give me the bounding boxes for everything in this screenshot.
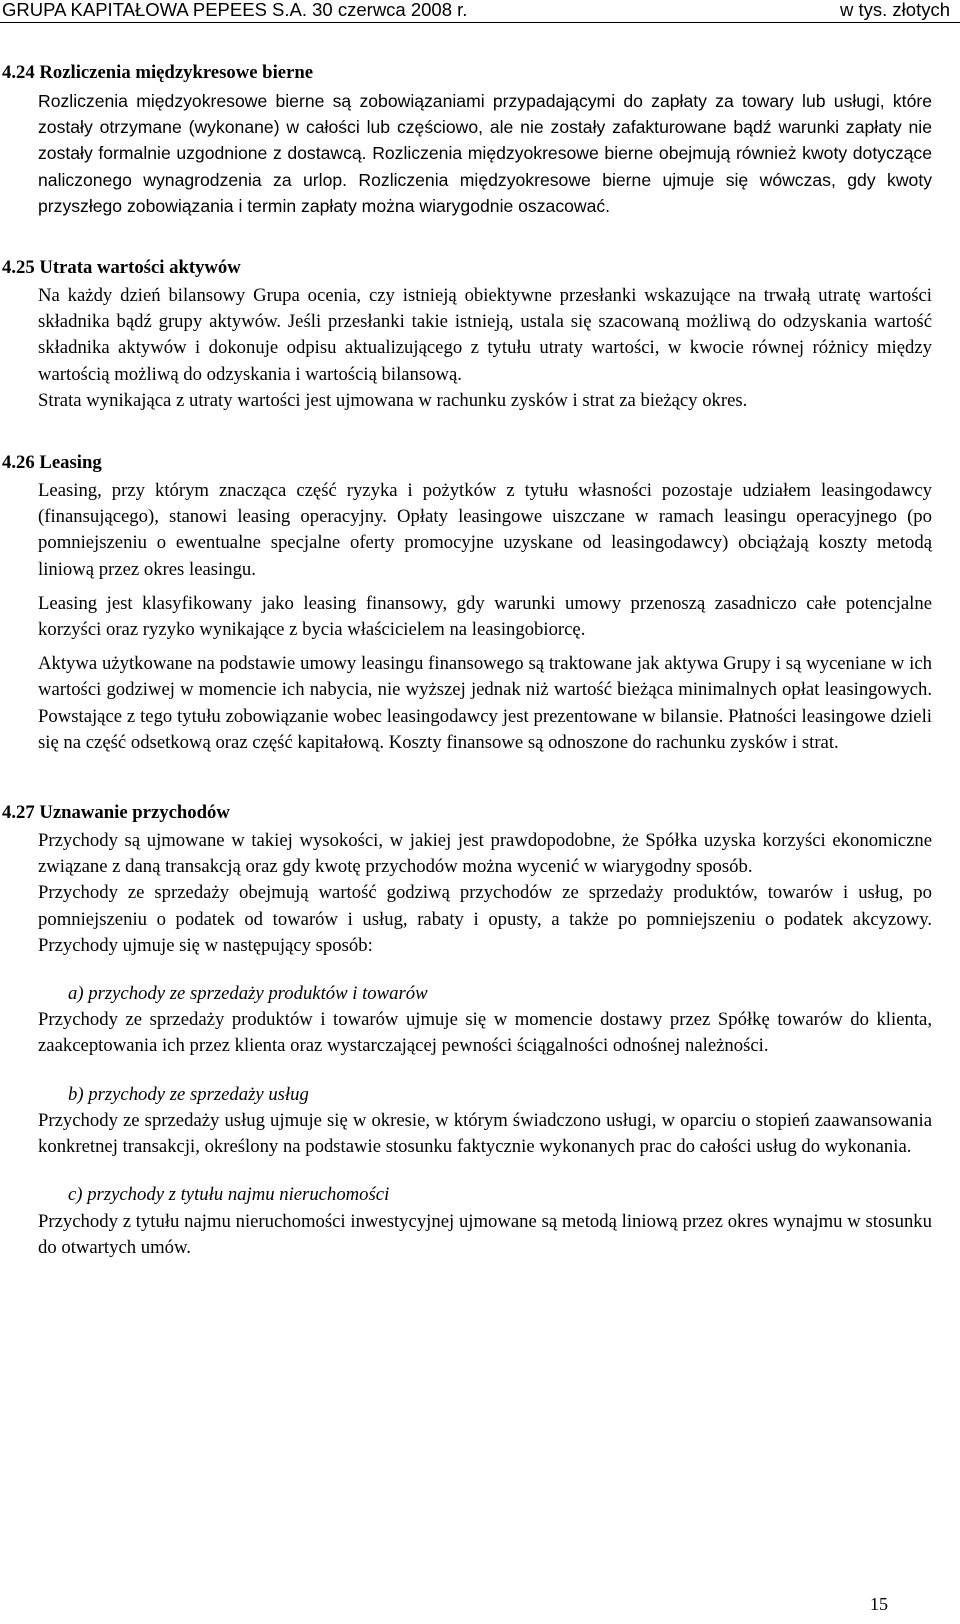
subsection-a-title: a) przychody ze sprzedaży produktów i towarów	[68, 983, 428, 1005]
header-company-date: GRUPA KAPITAŁOWA PEPEES S.A. 30 czerwca 2008 r.	[2, 0, 468, 20]
subsection-b-text: Przychody ze sprzedaży usług ujmuje się w okresie, w którym świadczono usługi, w oparciu o stopień zaawansowania konkretnej transakcji, określony na podstawie stosunku faktycznie wykonanych prac do całości usług do wykonania.	[38, 1109, 932, 1158]
section-4-26-paragraph-3: Aktywa użytkowane na podstawie umowy leasingu finansowego są traktowane jak aktywa Grupy i są wyceniane w ich wartości godziwej w momencie ich nabycia, nie wyższej jednak niż wartość bieżąca minimalnych opłat leasingowych. Powstające z tego tytułu zobowiązanie wobec leasingodawcy jest prezentowane w bilansie. Płatności leasingowe dzieli się na część odsetkową oraz część kapitałową. Koszty finansowe są odnoszone do rachunku zysków i strat.	[38, 653, 932, 753]
page-number: 15	[870, 1594, 888, 1614]
section-4-26-paragraph-2: Leasing jest klasyfikowany jako leasing finansowy, gdy warunki umowy przenoszą zasadniczo całe potencjalne korzyści oraz ryzyko wynikające z bycia właścicielem na leasingobiorcę.	[38, 592, 932, 641]
section-4-25-title: 4.25 Utrata wartości aktywów	[2, 257, 241, 279]
section-4-25-paragraph-1: Na każdy dzień bilansowy Grupa ocenia, czy istnieją obiektywne przesłanki wskazujące na trwałą utratę wartości składnika bądź grupy aktywów. Jeśli przesłanki takie istnieją, ustala się szacowaną możliwą do odzyskania wartość składnika aktywów i dokonuje odpisu aktualizującego z tytułu utraty wartości, w kwocie równej różnicy między wartością możliwą do odzyskania i wartością bilansową.	[38, 285, 932, 385]
section-4-24-title: 4.24 Rozliczenia międzykresowe bierne	[2, 62, 314, 83]
document-body	[2, 58, 932, 1261]
section-4-25-paragraph-2: Strata wynikająca z utraty wartości jest ujmowana w rachunku zysków i strat za bieżący okres.	[38, 389, 748, 411]
section-4-26-paragraph-1: Leasing, przy którym znacząca część ryzyka i pożytków z tytułu własności pozostaje udziałem leasingodawcy (finansującego), stanowi leasing operacyjny. Opłaty leasingowe uiszczane w ramach leasingu operacyjnego (po pomniejszeniu o ewentualne specjalne oferty promocyjne uzyskane od leasingodawcy) obciążają koszty metodą liniową przez okres leasingu.	[38, 480, 932, 580]
subsection-c-title: c) przychody z tytułu najmu nieruchomości	[68, 1184, 390, 1206]
section-4-27-paragraph-1: Przychody są ujmowane w takiej wysokości, w jakiej jest prawdopodobne, że Spółka uzyska korzyści ekonomiczne związane z daną transakcją oraz gdy kwotę przychodów można wycenić w wiarygodny sposób.	[38, 830, 932, 878]
section-4-26-title: 4.26 Leasing	[2, 452, 102, 474]
subsection-b-title: b) przychody ze sprzedaży usług	[68, 1083, 309, 1105]
section-4-24-paragraph: Rozliczenia międzyokresowe bierne są zobowiązaniami przypadającymi do zapłaty za towary lub usługi, które zostały otrzymane (wykonane) w całości lub częściowo, ale nie zostały zafakturowane bądź warunki zapłaty nie zostały formalnie uzgodnione z dostawcą. Rozliczenia międzyokresowe bierne obejmują również kwoty dotyczące naliczonego wynagrodzenia za urlop. Rozliczenia międzyokresowe bierne ujmuje się wówczas, gdy kwoty przyszłego zobowiązania i termin zapłaty można wiarygodnie oszacować.	[38, 91, 932, 216]
subsection-c-text: Przychody z tytułu najmu nieruchomości inwestycyjnej ujmowane są metodą liniową przez okres wynajmu w stosunku do otwartych umów.	[38, 1210, 932, 1258]
page-header	[0, 0, 960, 24]
subsection-a-text: Przychody ze sprzedaży produktów i towarów ujmuje się w momencie dostawy przez Spółkę towarów do klienta, zaakceptowania ich przez klienta oraz wystarczającej pewności ściągalności odnośnej należności.	[38, 1009, 932, 1057]
section-4-27-title: 4.27 Uznawanie przychodów	[2, 802, 230, 824]
header-rule	[0, 22, 960, 23]
header-currency-unit: w tys. złotych	[840, 0, 950, 20]
section-4-27-paragraph-2: Przychody ze sprzedaży obejmują wartość godziwą przychodów ze sprzedaży produktów, towarów i usług, po pomniejszeniu o podatek od towarów i usług, rabaty i opusty, a także po pomniejszeniu o podatek akcyzowy. Przychody ujmuje się w następujący sposób:	[38, 882, 932, 956]
